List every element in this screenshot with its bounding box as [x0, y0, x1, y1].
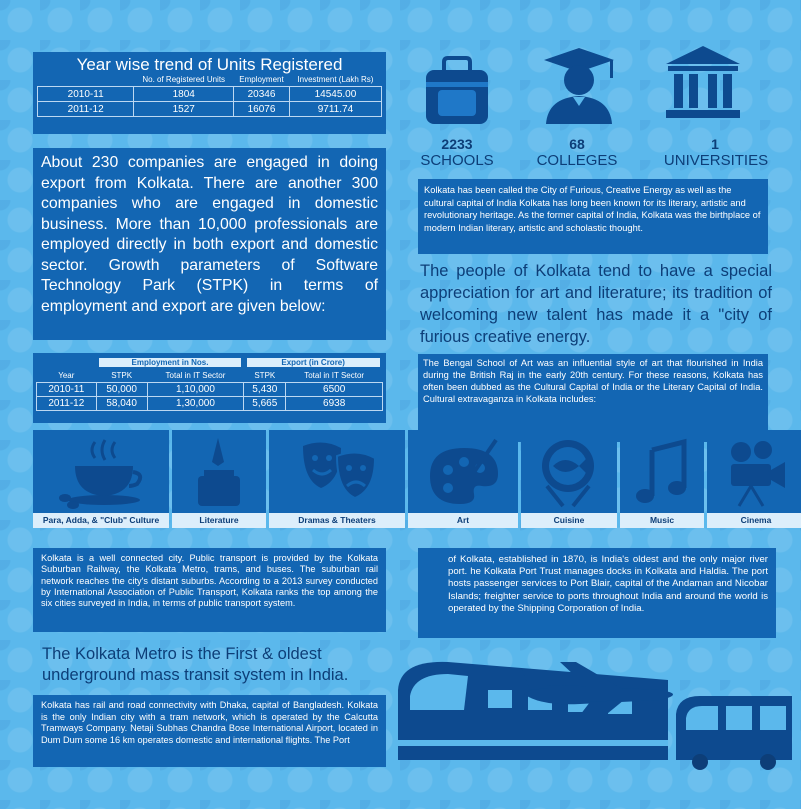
colleges-count: 68 — [569, 136, 585, 152]
units-header-registered: No. of Registered Units — [142, 75, 226, 84]
rail-road-text: Kolkata has rail and road connectivity with Dhaka, capital of Bangladesh. Kolkata is the only Indian city with a tram network, which is operated by the Calcutta Tramways Company. Netaji Subhas Chandra Bose International Airport, located in Dum Dum some 16 km operates domestic and international flights. The Port — [33, 695, 386, 767]
bengal-school-text: The Bengal School of Art was an influential style of art that flourished in India during the British Raj in the early 20th century. For these reasons, Kolkata has often been dubbed as the Cultural Capital of India or the Literary Capital of India. Cultural extravaganza in Kolkata includes: — [418, 354, 768, 442]
universities-count: 1 — [711, 136, 719, 152]
palette-icon — [420, 436, 506, 510]
export-group-header: Export (in Crore) — [247, 358, 380, 367]
units-table-title: Year wise trend of Units Registered — [76, 55, 343, 74]
culture-label: Cinema — [707, 513, 801, 528]
employment-export-table: Employment in Nos. Export (in Crore) Year STPK Total in IT Sector STPK Total in IT Sector 2010-11 50,000 1,10,000 5,430 6500 2011-12 58,040 1,30,000 5,665 6938 — [33, 353, 386, 423]
employment-group-header: Employment in Nos. — [99, 358, 241, 367]
colleges-label: COLLEGES — [536, 152, 618, 169]
table-row: 2011-12 1527 16076 9711.74 — [38, 102, 382, 117]
culture-label: Art — [408, 513, 518, 528]
kolkata-intro-text: Kolkata has been called the City of Furious, Creative Energy as well as the cultural capital of India Kolkata has long been known for its literary, artistic and revolutionary heritage. As the former capital of India, Kolkata was the birthplace of modern Indian literary, artistic and scholastic thought. — [418, 179, 768, 254]
port-text: of Kolkata, established in 1870, is India's oldest and the only major river port. he Kolkata Port Trust manages docks in Kolkata and Haldia. The port hosts passenger services to Port Blair, capital of the Andaman and Nicobar Islands; freighter service to ports throughout India and around the world is operated by the Shipping Corporation of India. — [418, 548, 776, 638]
culture-item-dramas — [269, 430, 405, 528]
units-registered-table — [33, 52, 386, 134]
companies-text: About 230 companies are engaged in doing export from Kolkata. There are another 300 companies who are engaged in domestic business. More than 10,000 professionals are employed directly in both export and domestic sector. Growth parameters of Software Technology Park (STPK) in terms of employment and export are given below: — [33, 148, 386, 340]
culture-item-music — [620, 430, 704, 528]
graduate-icon — [540, 46, 618, 118]
table-row: 2010-11 1804 20346 14545.00 — [38, 87, 382, 102]
units-table — [37, 75, 382, 117]
film-camera-icon — [719, 436, 793, 510]
culture-label: Music — [620, 513, 704, 528]
culture-item-cuisine — [521, 430, 617, 528]
culture-label: Cuisine — [521, 513, 617, 528]
school-bag-icon — [418, 56, 496, 128]
culture-item-para-adda — [33, 430, 169, 528]
ink-pen-icon — [184, 436, 254, 510]
units-header-investment: Investment (Lakh Rs) — [297, 75, 374, 84]
culture-strip — [33, 430, 777, 528]
public-transport-text: Kolkata is a well connected city. Public transport is provided by the Kolkata Suburban Railway, the Kolkata Metro, trams, and buses. The suburban rail network reaches the city's distant suburbs. According to a 2013 survey conducted by International Association of Public Transport, Kolkata ranks the top among the six cities surveyed in India, in terms of public transport system. — [33, 548, 386, 632]
universities-label: UNIVERSITIES — [663, 152, 769, 169]
airplane-icon — [520, 660, 690, 740]
culture-label: Dramas & Theaters — [269, 513, 405, 528]
schools-count: 2233 — [441, 136, 473, 152]
culture-item-art — [408, 430, 518, 528]
culture-label: Para, Adda, & "Club" Culture — [33, 513, 169, 528]
table-row: 2010-11 50,000 1,10,000 5,430 6500 — [37, 383, 383, 397]
metro-heading: The Kolkata Metro is the First & oldest underground mass transit system in India. — [42, 645, 349, 684]
tea-cup-icon — [47, 436, 157, 510]
culture-quote: The people of Kolkata tend to have a special appreciation for art and literature; its tradition of welcoming new talent has made it a "city of furious creative energy. — [420, 262, 772, 346]
schools-label: SCHOOLS — [420, 152, 494, 169]
culture-label: Literature — [172, 513, 266, 528]
bus-icon — [672, 690, 797, 770]
culture-item-literature — [172, 430, 266, 528]
university-building-icon — [664, 44, 742, 116]
units-header-employment: Employment — [239, 75, 284, 84]
culture-item-cinema — [707, 430, 801, 528]
music-note-icon — [632, 436, 694, 510]
theater-masks-icon — [283, 436, 393, 510]
fish-plate-icon — [533, 436, 603, 510]
table-row: 2011-12 58,040 1,30,000 5,665 6938 — [37, 397, 383, 411]
